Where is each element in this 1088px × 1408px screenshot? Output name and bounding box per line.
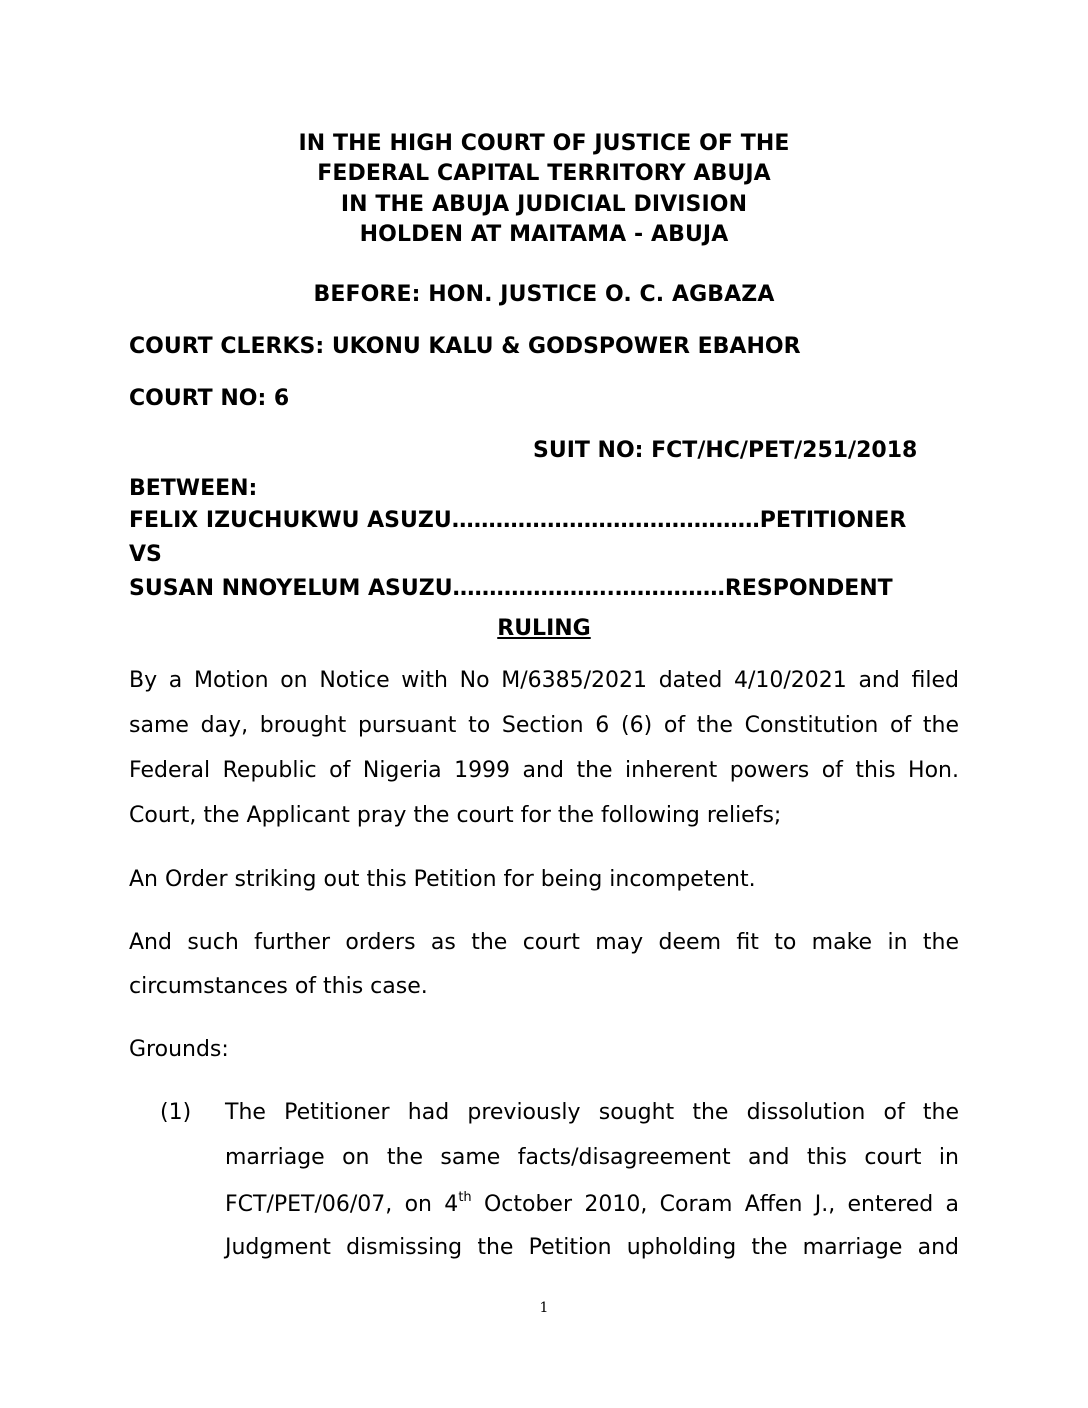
ground-1-line-3-text-b: October 2010, Coram Affen J., entered a xyxy=(471,1192,959,1217)
ground-1-line-1: The Petitioner had previously sought the dissolution of the xyxy=(225,1100,959,1125)
ground-1-number: (1) xyxy=(160,1100,192,1125)
court-heading-line-4: HOLDEN AT MAITAMA - ABUJA xyxy=(359,222,729,247)
paragraph-1-line-3: Federal Republic of Nigeria 1999 and the inherent powers of this Hon. xyxy=(129,758,959,783)
versus-label: VS xyxy=(129,542,162,567)
ground-1-line-3 xyxy=(225,1190,959,1217)
court-number: COURT NO: 6 xyxy=(129,386,290,411)
paragraph-1-line-2: same day, brought pursuant to Section 6 (6) of the Constitution of the xyxy=(129,713,959,738)
ground-1-line-4: Judgment dismissing the Petition upholding the marriage and xyxy=(225,1235,959,1260)
between-label: BETWEEN: xyxy=(129,476,258,501)
paragraph-2: An Order striking out this Petition for being incompetent. xyxy=(129,867,756,892)
paragraph-3-line-2: circumstances of this case. xyxy=(129,974,428,999)
ground-1-line-3-text-a: FCT/PET/06/07, on 4 xyxy=(225,1192,459,1217)
ordinal-superscript: th xyxy=(458,1190,472,1205)
respondent-line: SUSAN NNOYELUM ASUZU………………….……………RESPONDENT xyxy=(129,576,893,601)
court-heading-line-1: IN THE HIGH COURT OF JUSTICE OF THE xyxy=(298,131,790,156)
paragraph-3-line-1: And such further orders as the court may deem fit to make in the xyxy=(129,930,959,955)
court-clerks: COURT CLERKS: UKONU KALU & GODSPOWER EBAHOR xyxy=(129,334,801,359)
petitioner-line: FELIX IZUCHUKWU ASUZU……………………………………PETITIONER xyxy=(129,508,907,533)
ground-1-line-2: marriage on the same facts/disagreement and this court in xyxy=(225,1145,959,1170)
paragraph-1-line-4: Court, the Applicant pray the court for the following reliefs; xyxy=(129,803,782,828)
ruling-title: RULING xyxy=(497,616,591,641)
court-heading-line-2: FEDERAL CAPITAL TERRITORY ABUJA xyxy=(317,161,771,186)
suit-number: SUIT NO: FCT/HC/PET/251/2018 xyxy=(533,438,918,463)
grounds-label: Grounds: xyxy=(129,1037,229,1062)
page-number: 1 xyxy=(539,1300,549,1316)
court-heading-line-3: IN THE ABUJA JUDICIAL DIVISION xyxy=(340,192,748,217)
before-judge: BEFORE: HON. JUSTICE O. C. AGBAZA xyxy=(313,282,775,307)
paragraph-1-line-1: By a Motion on Notice with No M/6385/2021 dated 4/10/2021 and filed xyxy=(129,668,959,693)
